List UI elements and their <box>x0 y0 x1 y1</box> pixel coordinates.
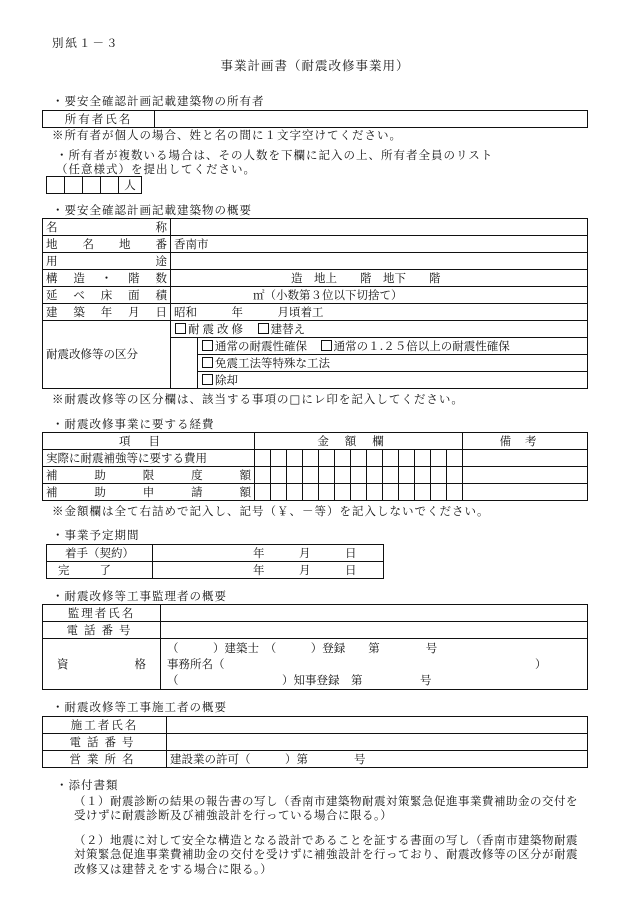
amount-digit[interactable] <box>335 467 351 484</box>
amount-digit[interactable] <box>399 450 415 467</box>
supervisor-name-field[interactable] <box>161 605 588 622</box>
office-name-line[interactable]: 事務所名（ ） <box>167 657 547 671</box>
amount-digit[interactable] <box>351 467 367 484</box>
cost-heading: ・耐震改修事業に要する経費 <box>52 417 215 431</box>
person-unit: 人 <box>119 177 142 194</box>
remarks-field[interactable] <box>463 467 588 484</box>
amount-digit[interactable] <box>431 484 447 501</box>
amount-digit[interactable] <box>255 467 271 484</box>
amount-digit[interactable] <box>383 484 399 501</box>
amount-digit[interactable] <box>255 450 271 467</box>
remarks-field[interactable] <box>463 484 588 501</box>
built-date-field[interactable]: 昭和 年 月頃着工 <box>171 304 588 321</box>
isolation-checkbox[interactable] <box>202 357 213 368</box>
contractor-phone-field[interactable] <box>167 734 588 751</box>
cost-row-label: 補助限度額 <box>46 467 251 482</box>
cost-row-label: 補助申請額 <box>46 484 251 499</box>
amount-digit[interactable] <box>447 467 463 484</box>
amount-digit[interactable] <box>319 484 335 501</box>
amount-digit[interactable] <box>303 484 319 501</box>
amount-digit[interactable] <box>319 450 335 467</box>
rebuild-label: 建替え <box>270 322 306 336</box>
owner-count-digit[interactable] <box>101 177 119 194</box>
contractor-phone-label: 電話番号 <box>43 734 167 751</box>
contractor-heading: ・耐震改修等工事施工者の概要 <box>52 700 227 714</box>
amount-digit[interactable] <box>303 450 319 467</box>
amount-digit[interactable] <box>287 450 303 467</box>
amount-digit[interactable] <box>415 484 431 501</box>
amount-digit[interactable] <box>383 450 399 467</box>
owner-multi-note-1: ・所有者が複数いる場合は、その人数を下欄に記入の上、所有者全員のリスト <box>56 148 494 162</box>
amount-digit[interactable] <box>447 484 463 501</box>
supervisor-phone-label: 電話番号 <box>43 622 161 639</box>
period-heading: ・事業予定期間 <box>52 528 140 542</box>
amount-digit[interactable] <box>431 467 447 484</box>
cost-header-remarks: 備考 <box>463 433 588 450</box>
floor-area-field[interactable]: ㎡（小数第３位以下切捨て） <box>171 287 588 304</box>
amount-digit[interactable] <box>271 467 287 484</box>
demolish-checkbox[interactable] <box>202 374 213 385</box>
owner-count-digit[interactable] <box>65 177 83 194</box>
amount-digit[interactable] <box>287 484 303 501</box>
address-label: 地名地番 <box>46 236 167 251</box>
address-field[interactable]: 香南市 <box>171 236 588 253</box>
use-field[interactable] <box>171 253 588 270</box>
page-title: 事業計画書（耐震改修事業用） <box>220 58 410 73</box>
qualification-label: 資格 <box>57 656 146 671</box>
attachment-item-1: （１）耐震診断の結果の報告書の写し（香南市建築物耐震対策緊急促進事業費補助金の交付を受けずに耐震診断及び補強設計を行っている場合に限る。） <box>74 794 578 823</box>
start-date-field[interactable]: 年 月 日 <box>153 545 384 562</box>
amount-digit[interactable] <box>367 450 383 467</box>
attachment-item-2: （２）地震に対して安全な構造となる設計であることを証する書面の写し（香南市建築物耐震対策緊急促進事業費補助金の交付を受けずに補強設計を行っており、耐震改修等の区分が耐震改修又は建替えをする場合に限る。） <box>74 833 578 876</box>
supervisor-name-label: 監理者氏名 <box>43 605 161 622</box>
isolation-label: 免震工法等特殊な工法 <box>215 356 330 370</box>
overview-heading: ・要安全確認計画記載建築物の概要 <box>52 203 252 217</box>
supervisor-phone-field[interactable] <box>161 622 588 639</box>
start-label: 着手（契約） <box>47 545 153 562</box>
table-row <box>43 484 588 501</box>
period-table <box>46 544 384 579</box>
amount-digit[interactable] <box>447 450 463 467</box>
amount-digit[interactable] <box>351 484 367 501</box>
normal-checkbox[interactable] <box>202 340 213 351</box>
built-date-label: 建築年月日 <box>46 304 167 319</box>
structure-label: 構造・階数 <box>46 270 167 285</box>
amount-digit[interactable] <box>319 467 335 484</box>
end-date-field[interactable]: 年 月 日 <box>153 562 384 579</box>
contractor-name-field[interactable] <box>167 717 588 734</box>
office-name-label: 営業所名 <box>43 751 167 768</box>
table-row <box>43 450 588 467</box>
name-field[interactable] <box>171 219 588 236</box>
amount-digit[interactable] <box>255 484 271 501</box>
amount-digit[interactable] <box>287 467 303 484</box>
amount-digit[interactable] <box>399 467 415 484</box>
amount-digit[interactable] <box>335 484 351 501</box>
floor-area-label: 延べ床面積 <box>46 287 167 302</box>
construction-license-field[interactable]: 建設業の許可（ ）第 号 <box>167 751 588 768</box>
amount-digit[interactable] <box>415 450 431 467</box>
owner-table <box>42 110 588 128</box>
owner-count-table <box>46 176 142 194</box>
supervisor-heading: ・耐震改修等工事監理者の概要 <box>52 589 227 603</box>
amount-note: ※金額欄は全て右詰めで記入し、記号（￥、－等）を記入しないでください。 <box>52 504 490 518</box>
architect-reg-line[interactable]: （ ）建築士 （ ）登録 第 号 <box>167 641 438 655</box>
amount-digit[interactable] <box>399 484 415 501</box>
amount-digit[interactable] <box>271 450 287 467</box>
demolish-label: 除却 <box>215 373 238 387</box>
governor-reg-line[interactable]: （ ）知事登録 第 号 <box>167 673 432 687</box>
owner-count-digit[interactable] <box>47 177 65 194</box>
cost-row-label: 実際に耐震補強等に要する費用 <box>43 450 255 467</box>
structure-field[interactable]: 造 地上 階 地下 階 <box>171 270 588 287</box>
category-label: 耐震改修等の区分 <box>43 321 171 389</box>
amount-digit[interactable] <box>303 467 319 484</box>
contractor-table <box>42 716 588 768</box>
owner-note: ※所有者が個人の場合、姓と名の間に１文字空けてください。 <box>52 128 402 142</box>
table-row <box>43 467 588 484</box>
amount-digit[interactable] <box>415 467 431 484</box>
overview-table <box>42 218 588 389</box>
amount-digit[interactable] <box>367 484 383 501</box>
amount-digit[interactable] <box>335 450 351 467</box>
category-note: ※耐震改修等の区分欄は、該当する事項の□にレ印を記入してください。 <box>52 392 464 406</box>
cost-header-amount: 金額欄 <box>255 433 463 450</box>
times125-checkbox[interactable] <box>321 340 332 351</box>
amount-digit[interactable] <box>271 484 287 501</box>
name-label: 名称 <box>46 219 167 234</box>
supervisor-table <box>42 604 588 690</box>
renovation-checkbox[interactable] <box>175 323 186 334</box>
normal-label: 通常の耐震性確保 <box>215 339 307 353</box>
owner-name-field[interactable] <box>155 111 588 128</box>
cost-header-item: 項目 <box>43 433 255 450</box>
amount-digit[interactable] <box>383 467 399 484</box>
renovation-label: 耐震改修 <box>188 322 246 336</box>
times125-label: 通常の１.２５倍以上の耐震性確保 <box>333 339 510 353</box>
remarks-field[interactable] <box>463 450 588 467</box>
amount-digit[interactable] <box>431 450 447 467</box>
owner-heading: ・要安全確認計画記載建築物の所有者 <box>52 94 265 108</box>
attachments-heading: ・添付書類 <box>56 778 119 792</box>
rebuild-checkbox[interactable] <box>258 323 269 334</box>
owner-name-label: 所有者氏名 <box>43 111 155 128</box>
cost-table <box>42 432 588 501</box>
amount-digit[interactable] <box>367 467 383 484</box>
owner-count-digit[interactable] <box>83 177 101 194</box>
end-label: 完了 <box>47 562 153 579</box>
annex-label: 別紙１－３ <box>52 36 120 50</box>
contractor-name-label: 施工者氏名 <box>43 717 167 734</box>
owner-multi-note-2: （任意様式）を提出してください。 <box>56 162 256 176</box>
use-label: 用途 <box>46 253 167 268</box>
amount-digit[interactable] <box>351 450 367 467</box>
